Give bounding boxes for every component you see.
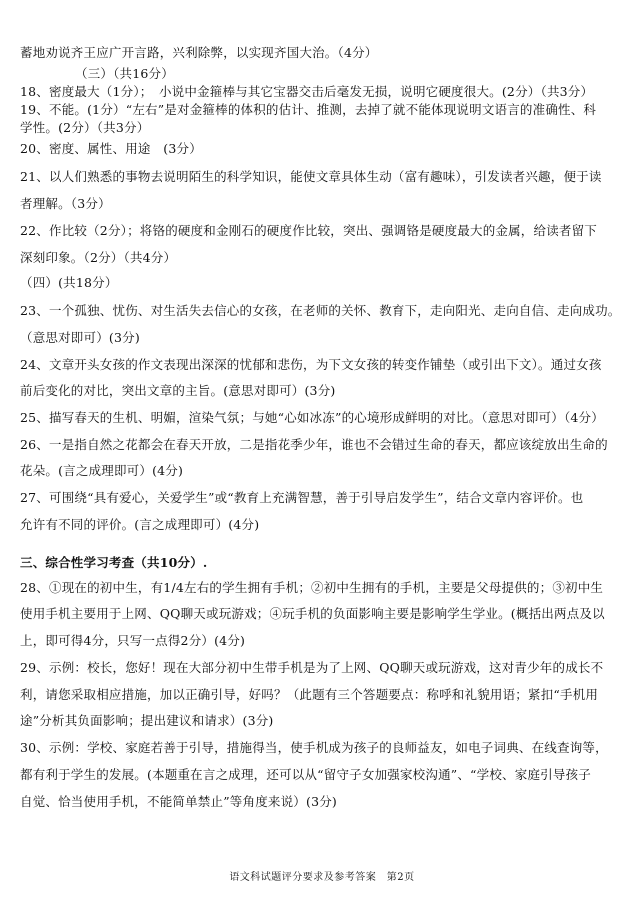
answer-19: 19、不能。(1分）“左右”是对金箍棒的体积的估计、推测，去掉了就不能体现说明文语言的准确性、科: [20, 102, 597, 117]
answer-28: 28、①现在的初中生，有1/4左右的学生拥有手机；②初中生拥有的手机，主要是父母提供的；③初中生: [20, 580, 604, 595]
text-line: 学性。(2分）（共3分）: [20, 120, 150, 135]
answer-25: 25、描写春天的生机、明媚，渲染气氛；与她“心如冰冻”的心境形成鲜明的对比。（意思对即可）（4分）: [20, 410, 604, 425]
text-line: 深刻印象。（2分）（共4分）: [20, 250, 177, 265]
text-line: 利，请您采取相应措施，加以正确引导，好吗？（此题有三个答题要点：称呼和礼貌用语；紧扣“手机用: [20, 687, 599, 702]
text-line: 前后变化的对比，突出文章的主旨。(意思对即可）(3分): [20, 383, 336, 398]
section-heading: （四）(共18分）: [20, 275, 118, 290]
section-heading: （三）（共16分）: [75, 66, 174, 81]
answer-22: 22、作比较（2分）；将铬的硬度和金刚石的硬度作比较，突出、强调铬是硬度最大的金属，给读者留下: [20, 223, 598, 238]
text-line: 途”分析其负面影响；提出建议和请求）(3分): [20, 713, 274, 728]
section-heading: 三、综合性学习考查（共10分）.: [20, 555, 208, 570]
text-line: （意思对即可）(3分): [20, 330, 140, 345]
answer-21: 21、以人们熟悉的事物去说明陌生的科学知识，能使文章具体生动（富有趣味），引发读者兴趣，便于读: [20, 169, 602, 184]
answer-30: 30、示例：学校、家庭若善于引导，措施得当，使手机成为孩子的良师益友，如电子词典、在线查询等，: [20, 740, 608, 755]
answer-26: 26、一是指自然之花都会在春天开放，二是指花季少年，谁也不会错过生命的春天，都应该绽放出生命的: [20, 437, 608, 452]
text-line: 上，即可得4分，只写一点得2分）(4分): [20, 633, 246, 648]
page-footer: 语文科试题评分要求及参考答案 第2页: [229, 872, 415, 883]
text-line: 花朵。(言之成理即可）(4分): [20, 463, 184, 478]
text-line: 使用手机主要用于上网、QQ聊天或玩游戏；④玩手机的负面影响主要是影响学生学业。(概括出两点及以: [20, 606, 605, 621]
answer-29: 29、示例：校长，您好！现在大部分初中生带手机是为了上网、QQ聊天或玩游戏，这对青少年的成长不: [20, 660, 604, 675]
text-line: 允许有不同的评价。(言之成理即可）(4分): [20, 517, 260, 532]
answer-20: 20、密度、属性、用途 (3分）: [20, 141, 202, 156]
text-line: 都有利于学生的发展。(本题重在言之成理，还可以从“留守子女加强家校沟通”、“学校、家庭引导孩子: [20, 767, 591, 782]
text-line: 蓄地劝说齐王应广开言路，兴利除弊，以实现齐国大治。（4分）: [20, 45, 378, 60]
text-line: 自觉、恰当使用手机，不能简单禁止”等角度来说）(3分): [20, 794, 337, 809]
text-line: 者理解。（3分）: [20, 196, 111, 211]
answer-23: 23、一个孤独、忧伤、对生活失去信心的女孩，在老师的关怀、教育下，走向阳光、走向自信、走向成功。: [20, 303, 621, 318]
answer-24: 24、文章开头女孩的作文表现出深深的忧郁和悲伤，为下文女孩的转变作铺垫（或引出下文）。通过女孩: [20, 357, 602, 372]
answer-18: 18、密度最大（1分）； 小说中金箍棒与其它宝器交击后毫发无损，说明它硬度很大。(2分）（共3分）: [20, 84, 594, 99]
answer-27: 27、可围绕“具有爱心，关爱学生”或“教育上充满智慧，善于引导启发学生”，结合文章内容评价。也: [20, 490, 584, 505]
